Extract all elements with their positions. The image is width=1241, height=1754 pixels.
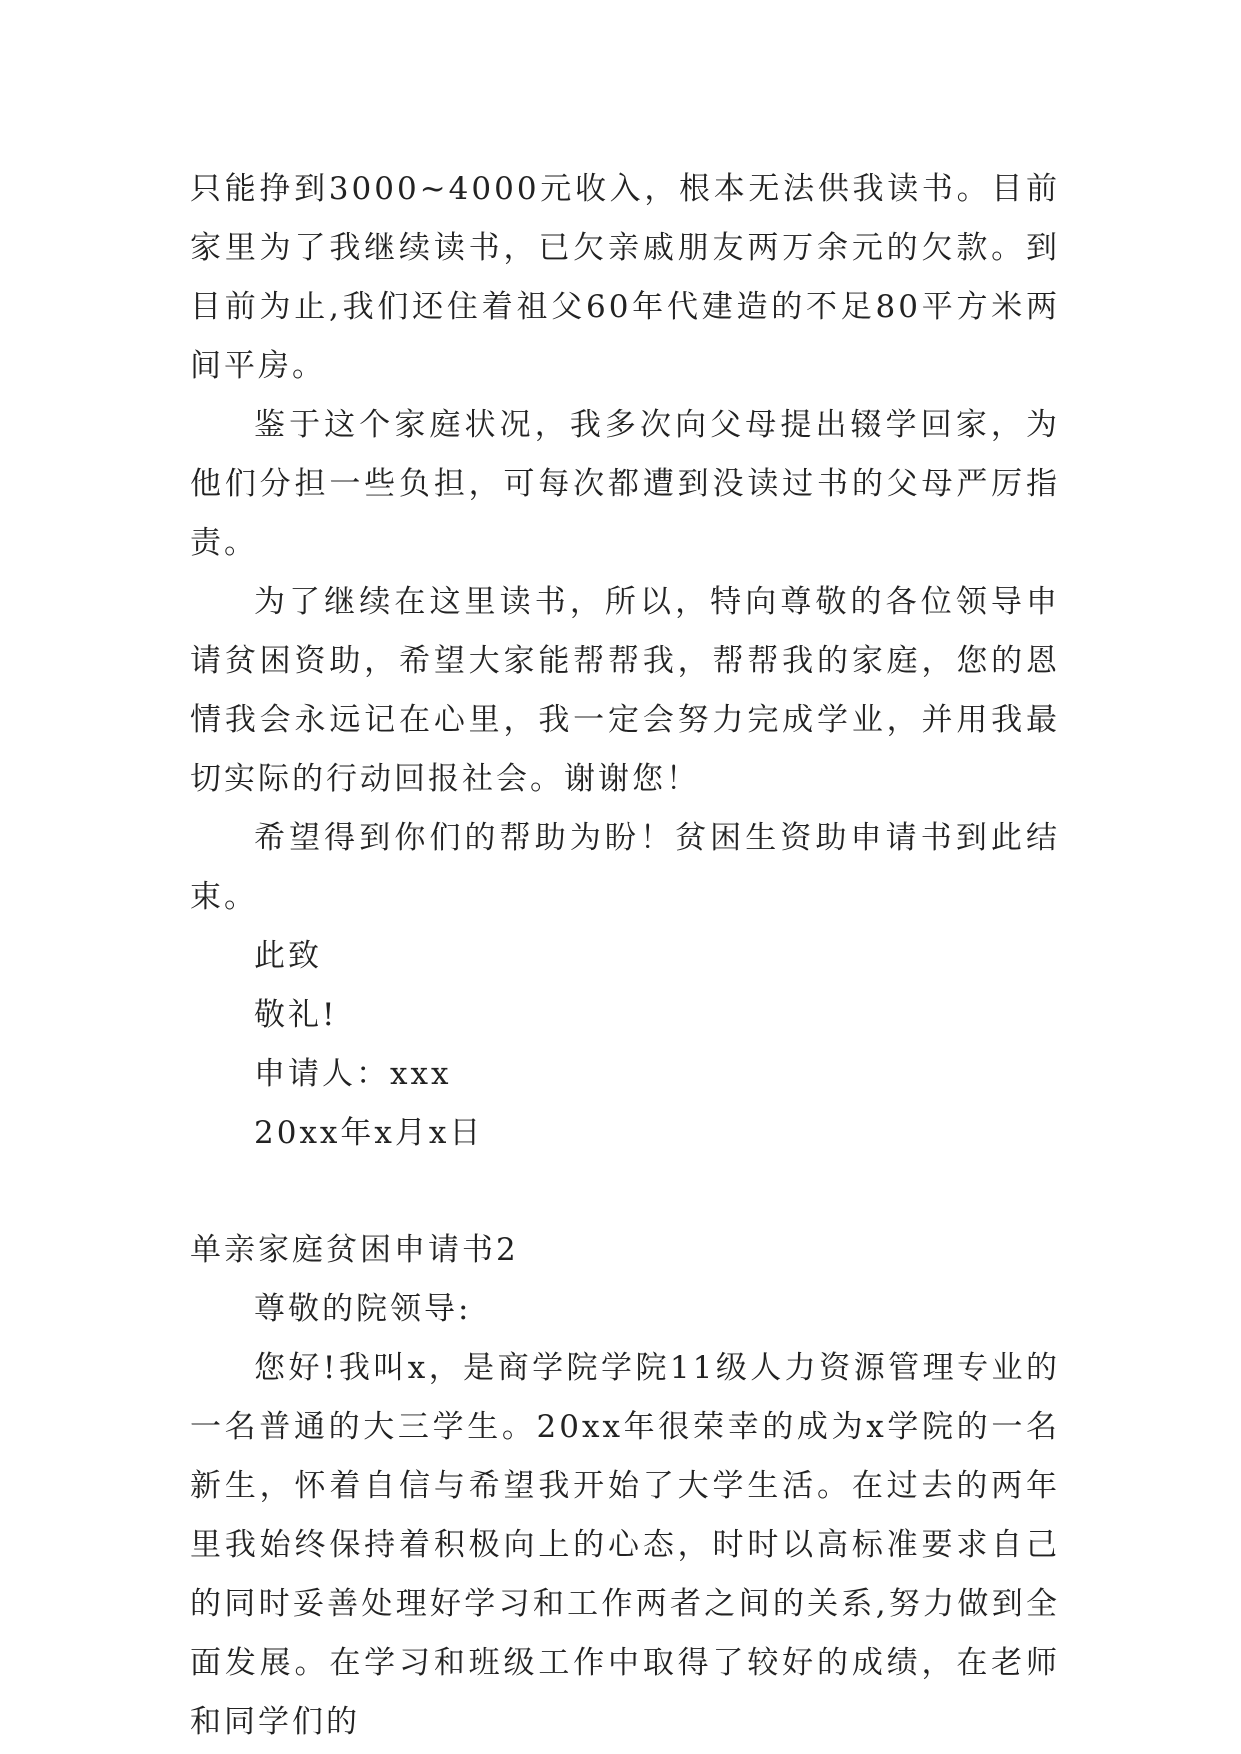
section-spacer [190, 1163, 1060, 1221]
paragraph-family-situation: 鉴于这个家庭状况，我多次向父母提出辍学回家，为他们分担一些负担，可每次都遭到没读过书的父母严厉指责。 [190, 407, 1060, 561]
paragraph-hope: 希望得到你们的帮助为盼！贫困生资助申请书到此结束。 [190, 820, 1060, 915]
paragraph-family-income: 只能挣到3000~4000元收入，根本无法供我读书。目前家里为了我继续读书，已欠亲戚朋友两万余元的欠款。到目前为止,我们还住着祖父60年代建造的不足80平方米两间平房。 [190, 171, 1060, 384]
document-body [190, 160, 1060, 1752]
salutation: 尊敬的院领导: [254, 1291, 472, 1327]
paragraph-self-introduction: 您好!我叫x，是商学院学院11级人力资源管理专业的一名普通的大三学生。20xx年很荣幸的成为x学院的一名新生，怀着自信与希望我开始了大学生活。在过去的两年里我始终保持着积极向上的心态，时时以高标准要求自己的同时妥善处理好学习和工作两者之间的关系,努力做到全面发展。在学习和班级工作中取得了较好的成绩，在老师和同学们的 [190, 1350, 1060, 1740]
paragraph-aid-request: 为了继续在这里读书，所以，特向尊敬的各位领导申请贫困资助，希望大家能帮帮我，帮帮我的家庭，您的恩情我会永远记在心里，我一定会努力完成学业，并用我最切实际的行动回报社会。谢谢您！ [190, 584, 1060, 797]
closing-salute-1: 此致 [254, 938, 322, 974]
applicant-signature: 申请人：xxx [254, 1056, 452, 1092]
application-date: 20xx年x月x日 [254, 1115, 484, 1151]
closing-salute-2: 敬礼! [254, 997, 338, 1033]
section-title: 单亲家庭贫困申请书2 [190, 1232, 519, 1268]
